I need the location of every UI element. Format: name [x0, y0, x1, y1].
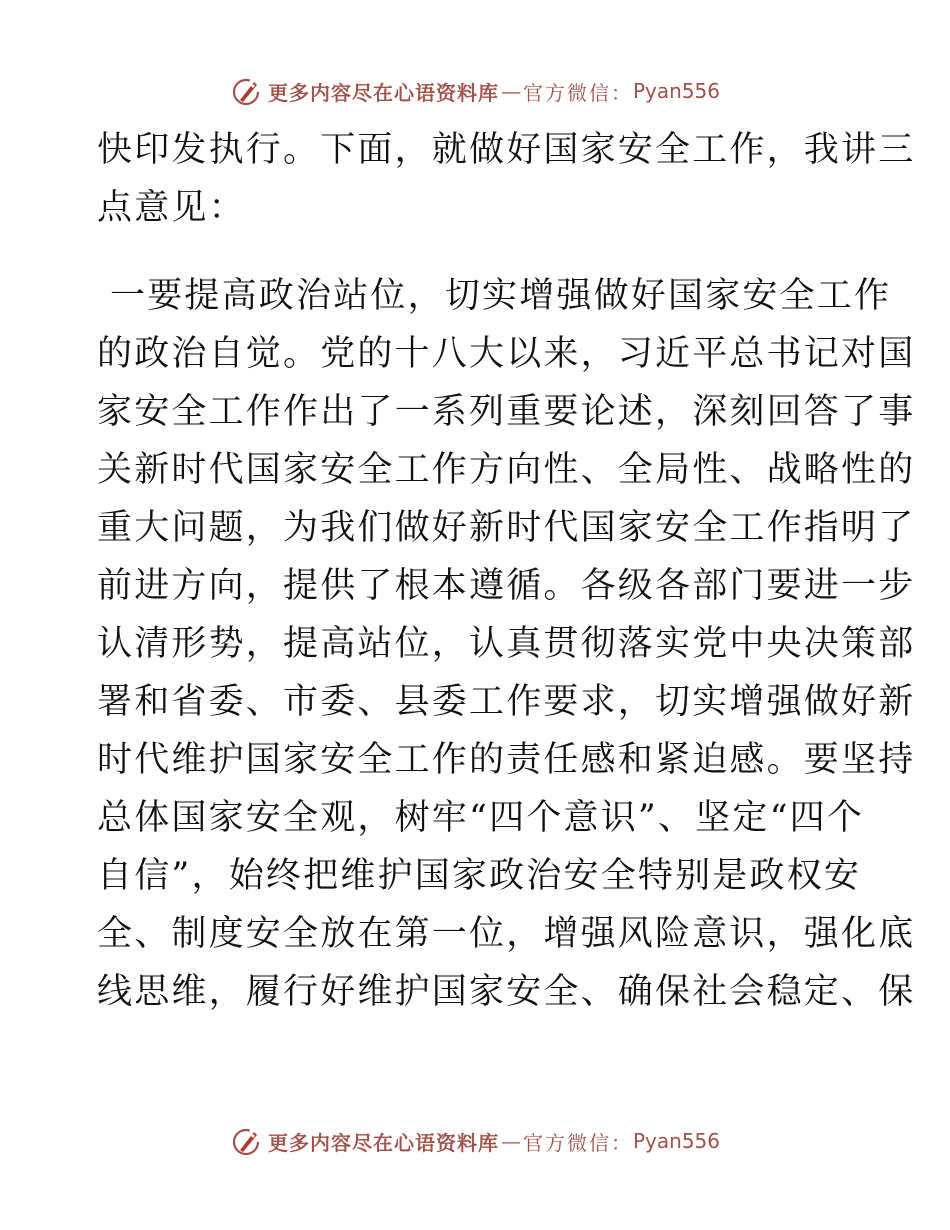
page-footer-watermark [0, 1121, 950, 1161]
fountain-pen-logo-icon [230, 1124, 264, 1158]
text-line: 认清形势，提高站位，认真贯彻落实党中央决策部 [97, 624, 916, 664]
header-separator: — [500, 79, 521, 103]
document-body [97, 121, 916, 1021]
text-line: 总体国家安全观，树牢“四个意识”、坚定“四个 [97, 798, 865, 838]
text-line: 自信”，始终把维护国家政治安全特别是政权安 [97, 856, 862, 896]
text-line: 前进方向，提供了根本遵循。各级各部门要进一步 [97, 566, 916, 606]
page-header-watermark [0, 71, 950, 111]
text-line: 的政治自觉。党的十八大以来，习近平总书记对国 [97, 334, 916, 374]
header-brand-text: 更多内容尽在心语资料库 [267, 80, 499, 105]
footer-wechat-label: 官方微信： [522, 1130, 633, 1155]
text-line: 重大问题，为我们做好新时代国家安全工作指明了 [97, 508, 916, 548]
header-wechat-label: 官方微信： [522, 80, 633, 105]
footer-wechat-id: Pyan556 [632, 1129, 720, 1153]
text-line: 关新时代国家安全工作方向性、全局性、战略性的 [97, 450, 916, 490]
text-line: 署和省委、市委、县委工作要求，切实增强做好新 [97, 682, 916, 722]
text-line: 线思维，履行好维护国家安全、确保社会稳定、保 [97, 972, 916, 1012]
fountain-pen-logo-icon [230, 74, 264, 108]
paragraph-gap [97, 237, 857, 267]
text-line: 点意见： [97, 188, 246, 228]
text-line: 全、制度安全放在第一位，增强风险意识，强化底 [97, 914, 916, 954]
header-wechat-id: Pyan556 [632, 79, 720, 103]
text-line: 一要提高政治站位，切实增强做好国家安全工作 [110, 276, 892, 316]
footer-separator: — [500, 1129, 521, 1153]
footer-brand-text: 更多内容尽在心语资料库 [267, 1130, 499, 1155]
text-line: 家安全工作作出了一系列重要论述，深刻回答了事 [97, 392, 916, 432]
text-line: 时代维护国家安全工作的责任感和紧迫感。要坚持 [97, 740, 916, 780]
text-line: 快印发执行。下面，就做好国家安全工作，我讲三 [97, 130, 916, 170]
